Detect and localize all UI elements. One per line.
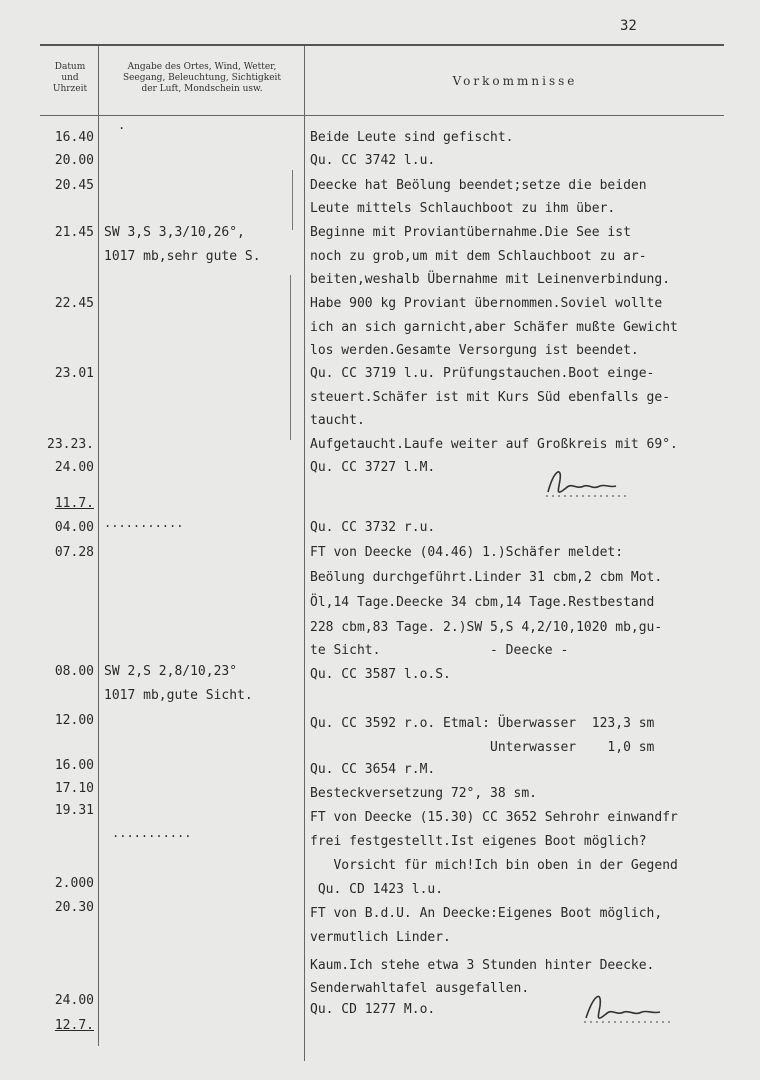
entry-event: Deecke hat Beölung beendet;setze die beiden bbox=[310, 178, 647, 193]
entry-time: 17.10 bbox=[54, 781, 94, 796]
entry-event: Qu. CC 3727 l.M. bbox=[310, 460, 436, 475]
entry-time: 16.40 bbox=[54, 130, 94, 145]
top-rule bbox=[40, 44, 724, 46]
entry-time: 19.31 bbox=[54, 803, 94, 818]
entry-weather: 1017 mb,gute Sicht. bbox=[104, 688, 253, 703]
entry-event: Qu. CC 3742 l.u. bbox=[310, 153, 436, 168]
entry-time: 20.00 bbox=[54, 153, 94, 168]
entry-event: beiten,weshalb Übernahme mit Leinenverbindung. bbox=[310, 272, 671, 287]
entry-event: Besteckversetzung 72°, 38 sm. bbox=[310, 786, 537, 801]
entry-event: Leute mittels Schlauchboot zu ihm über. bbox=[310, 201, 616, 216]
entry-event: los werden.Gesamte Versorgung ist beendet. bbox=[310, 343, 639, 358]
margin-bracket-2 bbox=[290, 275, 291, 440]
entry-event: FT von Deecke (04.46) 1.)Schäfer meldet: bbox=[310, 545, 624, 560]
entry-event: Unterwasser 1,0 sm bbox=[310, 740, 655, 755]
entry-time: 08.00 bbox=[54, 664, 94, 679]
entry-time: 23.23. bbox=[47, 437, 94, 452]
entry-weather: SW 3,S 3,3/10,26°, bbox=[104, 225, 245, 240]
entry-time: 16.00 bbox=[54, 758, 94, 773]
dot-mark: . bbox=[118, 118, 126, 132]
entry-event: noch zu grob,um mit dem Schlauchboot zu ar- bbox=[310, 249, 647, 264]
entry-event: Beölung durchgeführt.Linder 31 cbm,2 cbm Mot. bbox=[310, 570, 663, 585]
entry-event: FT von B.d.U. An Deecke:Eigenes Boot möglich, bbox=[310, 906, 663, 921]
entry-event: FT von Deecke (15.30) CC 3652 Sehrohr einwandfr bbox=[310, 810, 678, 825]
entry-event: te Sicht. - Deecke - bbox=[310, 643, 569, 658]
entry-event: taucht. bbox=[310, 413, 365, 428]
entry-time: 23.01 bbox=[54, 366, 94, 381]
entry-event: steuert.Schäfer ist mit Kurs Süd ebenfalls ge- bbox=[310, 390, 671, 405]
entry-event: Beide Leute sind gefischt. bbox=[310, 130, 514, 145]
entry-time: 12.00 bbox=[54, 713, 94, 728]
entry-time: 24.00 bbox=[54, 460, 94, 475]
entry-event: Kaum.Ich stehe etwa 3 Stunden hinter Deecke. bbox=[310, 958, 655, 973]
entry-time: 20.30 bbox=[54, 900, 94, 915]
signature-2 bbox=[576, 988, 676, 1030]
column-divider-2 bbox=[304, 46, 305, 1061]
page-number: 32 bbox=[620, 18, 637, 34]
entry-time: 22.45 bbox=[54, 296, 94, 311]
entry-date: 11.7. bbox=[54, 496, 94, 511]
column-divider-1 bbox=[98, 46, 99, 1046]
entry-event: Qu. CC 3587 l.o.S. bbox=[310, 667, 451, 682]
entry-time: 24.00 bbox=[54, 993, 94, 1008]
header-events: Vorkommnisse bbox=[452, 74, 578, 88]
entry-event: frei festgestellt.Ist eigenes Boot möglich? bbox=[310, 834, 647, 849]
entry-event: Qu. CC 3592 r.o. Etmal: Überwasser 123,3 sm bbox=[310, 716, 655, 731]
entry-event: Qu. CC 3719 l.u. Prüfungstauchen.Boot einge- bbox=[310, 366, 655, 381]
entry-event: Beginne mit Proviantübernahme.Die See ist bbox=[310, 225, 631, 240]
entry-event: Senderwahltafel ausgefallen. bbox=[310, 981, 530, 996]
entry-event: ich an sich garnicht,aber Schäfer mußte Gewicht bbox=[310, 320, 678, 335]
entry-event: vermutlich Linder. bbox=[310, 930, 451, 945]
entry-event: Vorsicht für mich!Ich bin oben in der Gegend bbox=[310, 858, 678, 873]
entry-date: 12.7. bbox=[54, 1018, 94, 1033]
dotted-mark-1: ........... bbox=[104, 516, 184, 530]
header-rule bbox=[40, 115, 724, 116]
entry-weather: SW 2,S 2,8/10,23° bbox=[104, 664, 238, 679]
entry-event: Qu. CD 1423 l.u. bbox=[310, 882, 444, 897]
entry-event: Qu. CC 3654 r.M. bbox=[310, 762, 436, 777]
entry-time: 2.000 bbox=[54, 876, 94, 891]
entry-event: 228 cbm,83 Tage. 2.)SW 5,S 4,2/10,1020 mb,gu- bbox=[310, 620, 663, 635]
entry-time: 20.45 bbox=[54, 178, 94, 193]
header-location-weather: Angabe des Ortes, Wind, Wetter, Seegang, Beleuchtung, Sichtigkeit der Luft, Mondschein usw. bbox=[122, 62, 282, 94]
entry-time: 21.45 bbox=[54, 225, 94, 240]
header-date-time: Datum und Uhrzeit bbox=[52, 62, 88, 94]
entry-event: Qu. CC 3732 r.u. bbox=[310, 520, 436, 535]
entry-time: 04.00 bbox=[54, 520, 94, 535]
dotted-mark-2: ........... bbox=[112, 826, 192, 840]
entry-event: Habe 900 kg Proviant übernommen.Soviel wollte bbox=[310, 296, 663, 311]
entry-weather: 1017 mb,sehr gute S. bbox=[104, 249, 261, 264]
entry-time: 07.28 bbox=[54, 545, 94, 560]
entry-event: Qu. CD 1277 M.o. bbox=[310, 1002, 436, 1017]
signature-1 bbox=[540, 462, 635, 504]
entry-event: Aufgetaucht.Laufe weiter auf Großkreis mit 69°. bbox=[310, 437, 678, 452]
margin-bracket-1 bbox=[292, 170, 293, 230]
entry-event: Öl,14 Tage.Deecke 34 cbm,14 Tage.Restbestand bbox=[310, 595, 655, 610]
